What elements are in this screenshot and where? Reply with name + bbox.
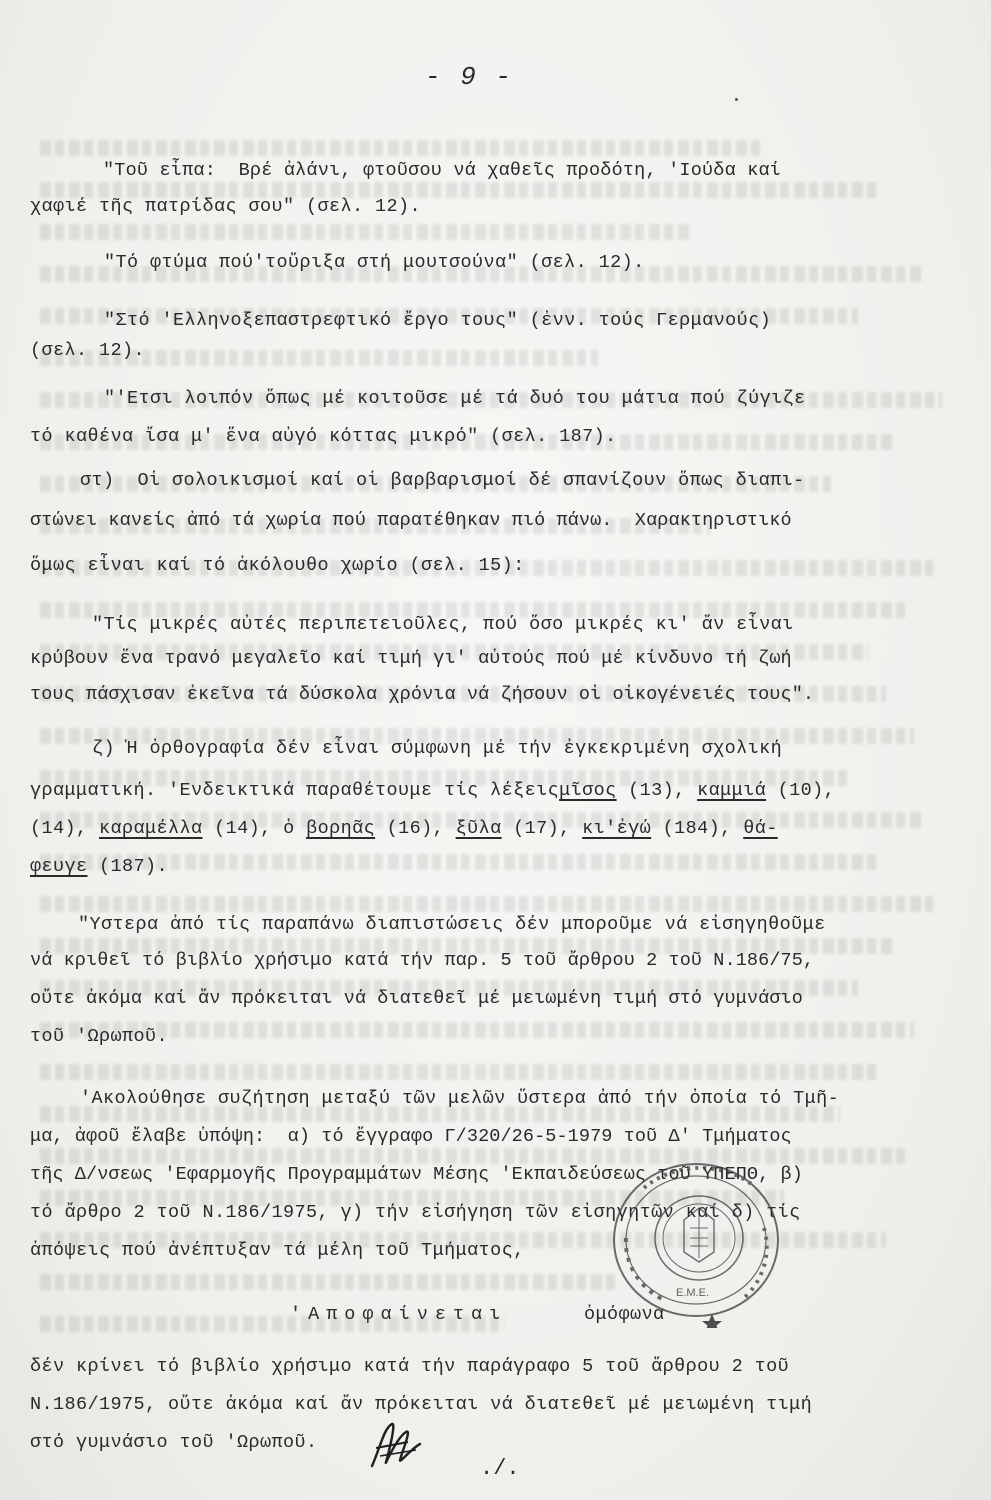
text-line: τους πάσχισαν ἐκεῖνα τά δύσκολα χρόνια νά ζήσουν οἱ οἰκογένειές τους".	[30, 684, 815, 705]
end-mark: ./.	[480, 1456, 520, 1481]
text-line: τό ἄρθρο 2 τοῦ Ν.186/1975, γ) τήν εἰσήγηση τῶν εἰσηγητῶν καί δ) τίς	[30, 1202, 801, 1223]
text-line	[30, 818, 778, 840]
text-line: τό καθένα ἴσα μ' ἕνα αὐγό κόττας μικρό" (σελ. 187).	[30, 426, 617, 447]
text-line: "Τοῦ εἶπα: Βρέ ἀλάνι, φτοῦσου νά χαθεῖς προδότη, 'Ιούδα καί	[103, 160, 782, 181]
underlined-word: θά-	[743, 818, 778, 839]
text-line: "'Ετσι λοιπόν ὅπως μέ κοιτοῦσε μέ τά δυό του μάτια πού ζύγιζε	[104, 388, 806, 409]
text-line: οὔτε ἀκόμα καί ἄν πρόκειται νά διατεθεῖ μέ μειωμένη τιμή στό γυμνάσιο	[30, 988, 803, 1009]
underlined-word: κι'ἐγώ	[582, 818, 652, 839]
text-line: στώνει κανείς ἀπό τά χωρία πού παρατέθηκαν πιό πάνω. Χαρακτηριστικό	[30, 510, 792, 531]
text-line: τῆς Δ/νσεως 'Εφαρμογῆς Προγραμμάτων Μέσης 'Εκπαιδεύσεως τοῦ ΥΠΕΠΘ, β)	[30, 1164, 803, 1185]
text-line	[30, 780, 835, 802]
underlined-word: ξῦλα	[455, 818, 502, 839]
seal-label: Ε.Μ.Ε.	[676, 1287, 710, 1299]
text-line	[30, 856, 168, 878]
official-seal	[604, 1128, 784, 1328]
text-segment: (14), ὁ	[202, 818, 307, 839]
text-segment: (14),	[30, 818, 88, 839]
text-segment: (10),	[766, 780, 836, 801]
text-segment: (17),	[501, 818, 583, 839]
underlined-word: βορηᾶς	[306, 818, 376, 839]
text-line: Ν.186/1975, οὔτε ἀκόμα καί ἄν πρόκειται νά διατεθεῖ μέ μειωμένη τιμή	[30, 1394, 813, 1415]
text-segment: (13),	[616, 780, 698, 801]
text-line: δέν κρίνει τό βιβλίο χρήσιμο κατά τήν παράγραφο 5 τοῦ ἄρθρου 2 τοῦ	[30, 1356, 790, 1377]
text-line: χαφιέ τῆς πατρίδας σου" (σελ. 12).	[30, 196, 422, 217]
margin-dot	[735, 98, 738, 101]
text-line: "Τό φτύμα πού'τοὔριξα στή μουτσούνα" (σελ. 12).	[104, 252, 645, 273]
decision-adverb: ὁμόφωνα	[584, 1304, 665, 1325]
text-line: τοῦ 'Ωρωποῦ.	[30, 1026, 169, 1047]
text-line: ζ) Ἡ ὀρθογραφία δέν εἶναι σύμφωνη μέ τήν ἐγκεκριμένη σχολική	[92, 738, 783, 759]
text-line: στό γυμνάσιο τοῦ 'Ωρωποῦ.	[30, 1432, 318, 1453]
text-line: ἀπόψεις πού ἀνέπτυξαν τά μέλη τοῦ Τμήματος,	[30, 1240, 525, 1261]
decision-heading: 'Αποφαίνεται	[290, 1304, 508, 1325]
underlined-word: καμμιά	[697, 780, 767, 801]
text-segment: (16),	[375, 818, 456, 839]
text-line: 'Ακολούθησε συζήτηση μεταξύ τῶν μελῶν ὕστερα ἀπό τήν ὁποία τό Τμῆ-	[80, 1088, 840, 1109]
text-segment: γραμματική. 'Ενδεικτικά παραθέτουμε τίς λέξεις	[30, 780, 560, 801]
page-number: - 9 -	[425, 62, 514, 92]
text-segment: (187).	[87, 856, 169, 877]
text-line: κρύβουν ἕνα τρανό μεγαλεῖο καί τιμή γι' αὐτούς πού μέ κίνδυνο τή ζωή	[30, 648, 792, 669]
underlined-word: μῖσος	[559, 780, 617, 801]
text-segment: (184),	[651, 818, 744, 839]
text-line: (σελ. 12).	[30, 340, 146, 361]
text-line: νά κριθεῖ τό βιβλίο χρήσιμο κατά τήν παρ. 5 τοῦ ἄρθρου 2 τοῦ Ν.186/75,	[30, 950, 815, 971]
underlined-word: καραμέλλα	[99, 818, 203, 839]
text-line: "Στό 'Ελληνοξεπαστρεφτικό ἔργο τους" (ἐνν. τούς Γερμανούς)	[104, 310, 772, 331]
text-line: ὅμως εἶναι καί τό ἀκόλουθο χωρίο (σελ. 15):	[30, 555, 525, 576]
text-line: "Τίς μικρές αὐτές περιπετειοῦλες, πού ὅσο μικρές κι' ἄν εἶναι	[92, 614, 794, 635]
text-line: μα, ἀφοῦ ἔλαβε ὑπόψη: α) τό ἔγγραφο Γ/320/26-5-1979 τοῦ Δ' Τμήματος	[30, 1126, 792, 1147]
text-line: "Υστερα ἀπό τίς παραπάνω διαπιστώσεις δέν μποροῦμε νά εἰσηγηθοῦμε	[78, 914, 826, 935]
signature	[362, 1418, 432, 1478]
text-line: στ) Οἱ σολοικισμοί καί οἱ βαρβαρισμοί δέ σπανίζουν ὅπως διαπι-	[80, 470, 805, 491]
underlined-word: φευγε	[30, 856, 88, 877]
